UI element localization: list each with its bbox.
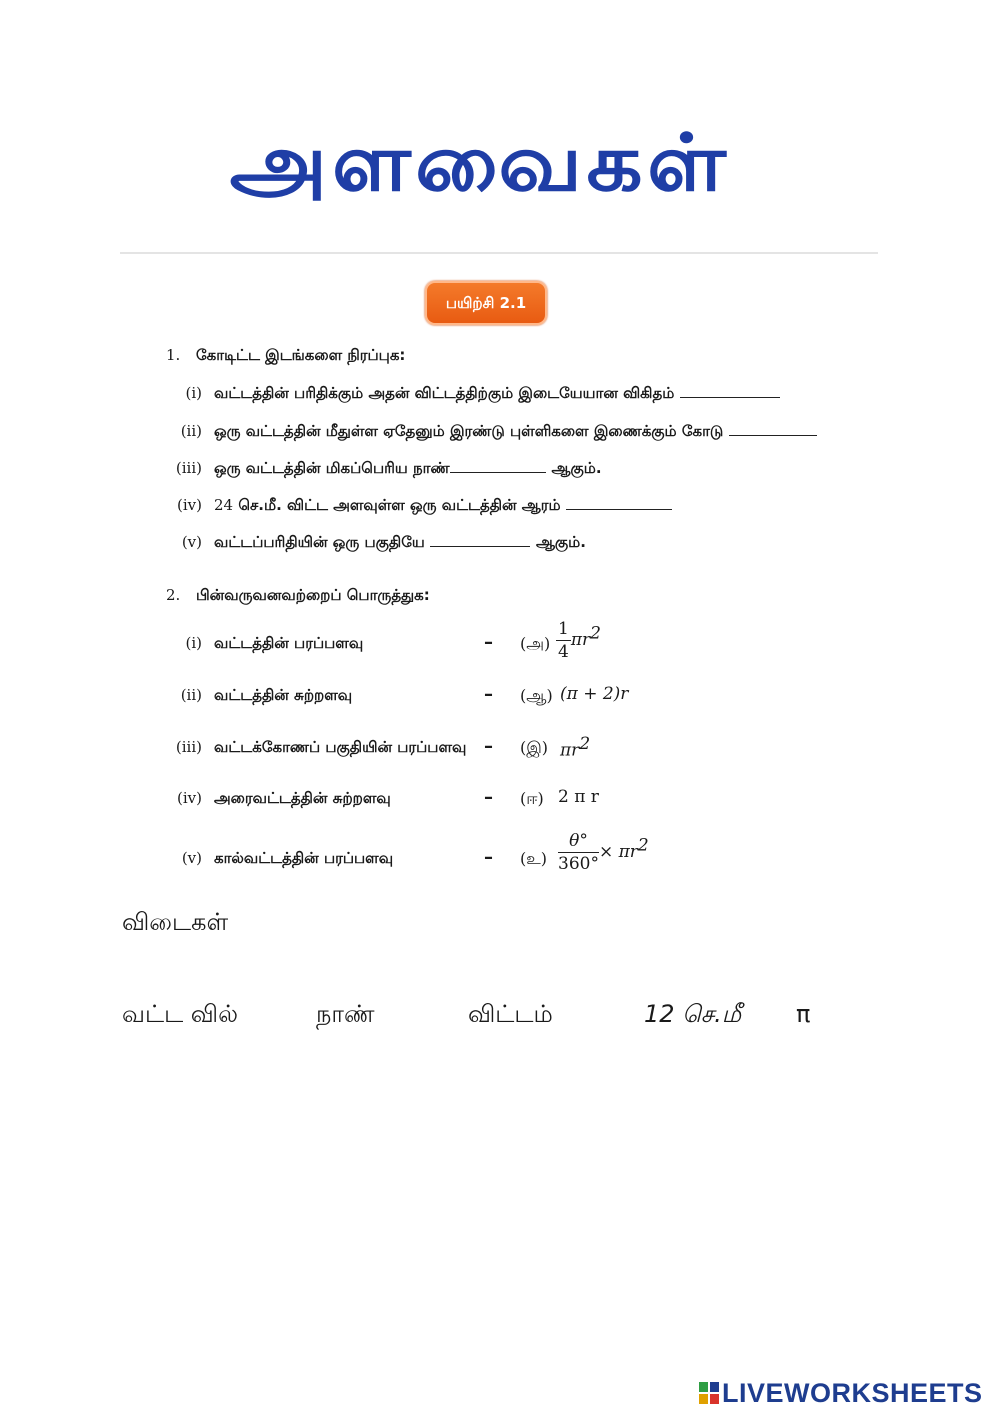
formula-c [560,734,590,760]
match-dash: – [484,847,493,868]
divider [120,252,878,254]
roman-numeral: (ii) [180,686,202,704]
q2-item-5 [166,849,393,869]
q1-item-3 [166,459,602,479]
formula-e-numerator: θ° [558,830,599,853]
liveworksheets-brand: LIVEWORKSHEETS [722,1378,983,1408]
exercise-badge: பயிற்சி 2.1 [425,281,547,325]
q2-item-text: வட்டத்தின் பரப்பளவு [214,634,364,652]
formula-b: (π + 2)r [560,684,629,704]
q1-heading [166,346,405,366]
q1-item-after: ஆகும். [551,459,602,477]
q1-item-5 [166,533,586,553]
answer-blank[interactable] [680,395,780,398]
match-dash: – [484,684,493,705]
formula-a-numerator: 1 [558,619,569,639]
answer-blank[interactable] [566,507,672,510]
match-option-c: (இ) [520,738,549,757]
q1-item-2 [166,422,817,442]
q2-heading-text: பின்வருவனவற்றைப் பொருத்துக: [196,586,430,604]
q2-item-text: அரைவட்டத்தின் சுற்றளவு [214,789,391,807]
q2-heading [166,586,430,606]
q1-item-text: ஒரு வட்டத்தின் மிகப்பெரிய நாண் [214,459,450,477]
q1-item-after: ஆகும். [535,533,586,551]
match-dash: – [484,787,493,808]
answers-heading: விடைகள் [122,908,229,936]
answer-chip-5[interactable]: π [796,1000,811,1028]
formula-a [556,618,601,663]
formula-e-tail: × πr [598,842,638,862]
q2-item-text: வட்டக்கோணப் பகுதியின் பரப்பளவு [214,738,467,756]
formula-e-exponent: 2 [637,835,649,856]
roman-numeral: (v) [181,849,202,867]
match-option-a: (அ) [520,634,551,653]
q1-number: 1. [166,346,181,364]
q2-item-4 [166,789,391,809]
q2-item-text: வட்டத்தின் சுற்றளவு [214,686,353,704]
formula-d: 2 π r [558,787,599,807]
q2-item-text: கால்வட்டத்தின் பரப்பளவு [214,849,394,867]
q1-item-1 [166,384,780,404]
match-dash: – [484,632,493,653]
q1-item-4 [166,496,672,516]
answer-blank[interactable] [450,470,546,473]
q2-number: 2. [166,586,181,604]
answer-chip-1[interactable]: வட்ட வில் [122,1000,239,1028]
answer-chip-2[interactable]: நாண் [316,1000,375,1028]
formula-c-exponent: 2 [579,734,591,754]
liveworksheets-logo [698,1378,983,1409]
formula-c-base: πr [560,740,580,761]
q1-item-text: ஒரு வட்டத்தின் மீதுள்ள ஏதேனும் இரண்டு புள்ளிகளை இணைக்கும் கோடு [214,422,724,440]
liveworksheets-mark-icon [698,1381,720,1405]
formula-e-denominator: 360° [558,854,599,874]
formula-a-denominator: 4 [558,642,569,662]
q2-item-1 [166,634,363,654]
match-dash: – [484,736,493,757]
roman-numeral: (iii) [175,738,202,756]
match-option-e: (உ) [520,849,547,868]
answer-blank[interactable] [729,433,817,436]
formula-a-exponent: 2 [590,623,601,644]
roman-numeral: (iv) [177,496,202,514]
match-option-d: (ஈ) [520,789,544,808]
answer-chip-4[interactable]: 12 செ.மீ [644,1000,742,1028]
page-title: அளவைகள் [229,116,731,209]
roman-numeral: (ii) [180,422,202,440]
answer-blank[interactable] [430,544,530,547]
roman-numeral: (v) [181,533,202,551]
roman-numeral: (i) [185,384,202,402]
q2-item-3 [166,738,466,758]
formula-e [558,830,649,875]
q1-item-text: செ.மீ. விட்ட அளவுள்ள ஒரு வட்டத்தின் ஆரம் [238,496,561,514]
roman-numeral: (iii) [175,459,202,477]
roman-numeral: (i) [185,634,202,652]
answer-chip-3[interactable]: விட்டம் [468,1000,553,1028]
q2-item-2 [166,686,352,706]
match-option-b: (ஆ) [520,686,553,705]
q1-item-text: வட்டத்தின் பரிதிக்கும் அதன் விட்டத்திற்கும் இடையேயான விகிதம் [214,384,675,402]
q1-item-text: வட்டப்பரிதியின் ஒரு பகுதியே [214,533,425,551]
roman-numeral: (iv) [177,789,202,807]
q1-heading-text: கோடிட்ட இடங்களை நிரப்புக: [196,346,406,364]
q1-item-number: 24 [214,496,234,514]
formula-a-tail: πr [570,630,591,650]
